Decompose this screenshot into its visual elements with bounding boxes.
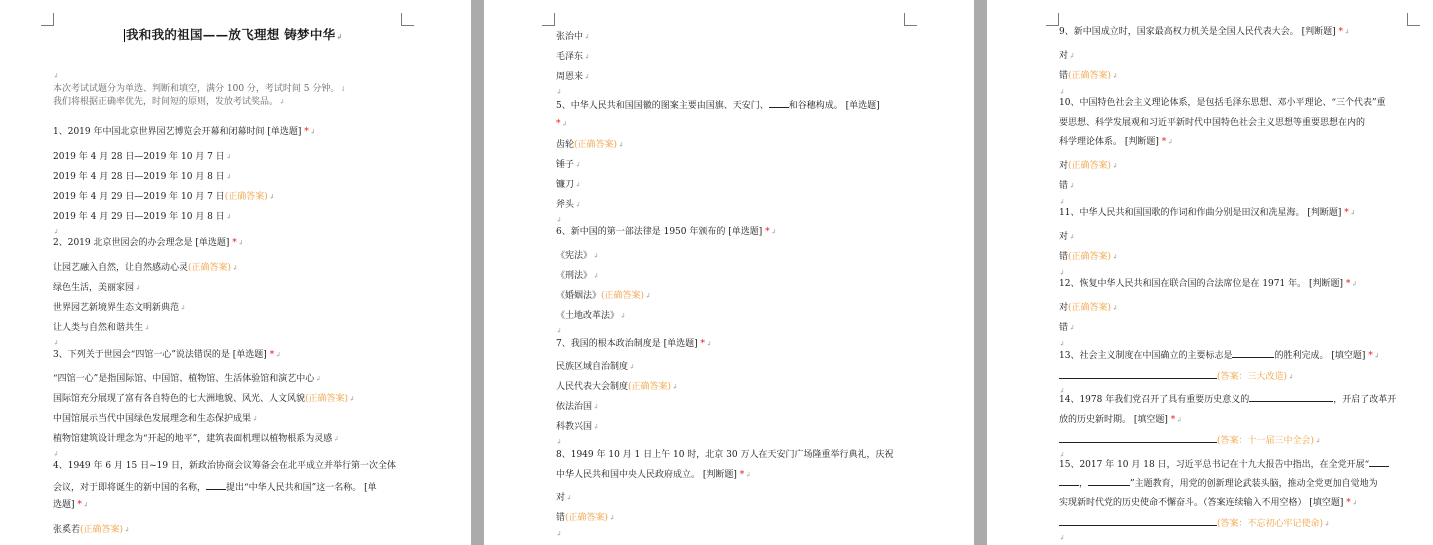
question-8-line-2: 中华人民共和国中央人民政府成立。 [判断题] *↲ <box>556 470 752 480</box>
paragraph-mark: ↲ <box>1059 387 1065 395</box>
question-7-option-b[interactable]: 人民代表大会制度(正确答案)↲ <box>556 382 678 392</box>
fill-blank <box>1249 393 1333 402</box>
question-2-option-d[interactable]: 让人类与自然和谐共生↲ <box>53 323 150 333</box>
paragraph-mark: ↲ <box>53 450 59 458</box>
question-5-option-d[interactable]: 斧头↲ <box>556 200 581 210</box>
paragraph-mark: ↲ <box>1059 269 1065 277</box>
question-2: 2、2019 北京世园会的办会理念是 [单选题] *↲ <box>53 238 244 248</box>
question-6-option-a[interactable]: 《宪法》↲ <box>556 251 599 261</box>
question-1-option-c[interactable]: 2019 年 4 月 29 日—2019 年 10 月 7 日(正确答案)↲ <box>53 192 275 202</box>
question-7-option-c[interactable]: 依法治国↲ <box>556 402 599 412</box>
paragraph-mark: ↲ <box>53 228 59 236</box>
question-5-option-a[interactable]: 齿轮(正确答案)↲ <box>556 140 624 150</box>
question-11: 11、中华人民共和国国歌的作词和作曲分别是田汉和冼星海。 [判断题] *↲ <box>1059 208 1356 218</box>
page-corner-mark <box>1407 13 1420 26</box>
fill-blank <box>206 481 226 490</box>
question-13-answer-field[interactable]: (答案：三大改造)↲ <box>1059 370 1294 383</box>
question-8-option-b[interactable]: 错(正确答案)↲ <box>556 513 615 523</box>
question-1: 1、2019 年中国北京世界园艺博览会开幕和闭幕时间 [单选题] *↲ <box>53 127 316 137</box>
intro-line-1: 本次考试试题分为单选、判断和填空，满分 100 分，考试时间 5 分钟。↓ <box>53 84 347 94</box>
question-14-line-1: 14、1978 年我们党召开了具有重要历史意义的 ，开启了改革开 <box>1059 395 1397 405</box>
document-page-1 <box>0 0 471 545</box>
paragraph-mark: ↲ <box>1059 451 1065 459</box>
question-10-line-1: 10、中国特色社会主义理论体系，是包括毛泽东思想、邓小平理论、“三个代表”重 <box>1059 98 1386 108</box>
page-corner-mark <box>401 13 414 26</box>
question-10-line-2: 要思想、科学发展观和习近平新时代中国特色社会主义思想等重要思想在内的 <box>1059 118 1366 128</box>
question-4-option-d[interactable]: 周恩来↲ <box>556 72 590 82</box>
paragraph-mark: ↲ <box>1059 534 1065 542</box>
paragraph-mark: ↲ <box>1059 198 1065 206</box>
paragraph-mark: ↲ <box>556 327 562 335</box>
question-8-option-a[interactable]: 对↲ <box>556 493 572 503</box>
question-3-option-d[interactable]: 植物馆建筑设计理念为“开起的地平”，建筑表面机理以植物根系为灵感↲ <box>53 434 340 444</box>
question-6-option-b[interactable]: 《刑法》↲ <box>556 271 599 281</box>
question-10-option-b[interactable]: 错↲ <box>1059 181 1075 191</box>
paragraph-mark: ↲ <box>556 88 562 96</box>
paragraph-mark: ↲ <box>556 438 562 446</box>
page-corner-mark <box>904 13 917 26</box>
question-9: 9、新中国成立时，国家最高权力机关是全国人民代表大会。 [判断题] *↲ <box>1059 27 1350 37</box>
question-4-line-2: 会议，对于即将诞生的新中国的名称， 提出“中华人民共和国”这一名称。 [单 <box>53 483 377 493</box>
paragraph-mark: ↲ <box>1059 340 1065 348</box>
question-14-answer-field[interactable]: (答案：十一届三中全会)↲ <box>1059 434 1321 447</box>
question-5-line-2: *↲ <box>556 119 568 129</box>
paragraph-mark: ↲ <box>556 530 562 538</box>
paragraph-mark: ↲ <box>1059 88 1065 96</box>
question-4-option-a[interactable]: 张奚若(正确答案)↲ <box>53 525 130 535</box>
question-4-line-1: 4、1949 年 6 月 15 日~19 日，新政治协商会议筹备会在北平成立并举行第一次全体 <box>53 461 396 471</box>
paragraph-mark: ↲ <box>53 339 59 347</box>
question-6: 6、新中国的第一部法律是 1950 年颁布的 [单选题] *↲ <box>556 227 777 237</box>
question-9-option-b[interactable]: 错(正确答案)↲ <box>1059 71 1118 81</box>
paragraph-mark: ↲ <box>53 72 59 80</box>
question-12-option-a[interactable]: 对(正确答案)↲ <box>1059 303 1118 313</box>
question-1-option-d[interactable]: 2019 年 4 月 29 日—2019 年 10 月 8 日↲ <box>53 212 232 222</box>
question-1-option-a[interactable]: 2019 年 4 月 28 日—2019 年 10 月 7 日↲ <box>53 152 232 162</box>
fill-blank <box>1369 458 1389 467</box>
question-15-line-2: ， ”主题教育，用党的创新理论武装头脑，推动全党更加自觉地为 <box>1059 477 1378 490</box>
question-15-line-3: 实现新时代党的历史使命不懈奋斗。（答案连续输入不用空格） [填空题] *↲ <box>1059 498 1358 508</box>
question-6-option-c[interactable]: 《婚姻法》(正确答案)↲ <box>556 291 651 301</box>
fill-blank <box>769 99 789 108</box>
question-2-option-b[interactable]: 绿色生活，美丽家园↲ <box>53 283 141 293</box>
question-12-option-b[interactable]: 错↲ <box>1059 323 1075 333</box>
fill-blank <box>1088 477 1130 486</box>
question-4-option-b[interactable]: 张治中↲ <box>556 32 590 42</box>
fill-blank <box>1232 349 1274 358</box>
paragraph-mark: ↲ <box>556 216 562 224</box>
question-4-option-c[interactable]: 毛泽东↲ <box>556 52 590 62</box>
question-3-option-b[interactable]: 国际馆充分展现了富有各自特色的七大洲地貌、风光、人文风貌(正确答案)↲ <box>53 394 355 404</box>
question-2-option-a[interactable]: 让园艺融入自然，让自然感动心灵(正确答案)↲ <box>53 263 238 273</box>
intro-line-2: 我们将根据正确率优先，时间短的原则，发放考试奖品。↲ <box>53 97 285 107</box>
page-corner-mark <box>1046 13 1059 26</box>
document-page-2 <box>484 0 974 545</box>
question-11-option-a[interactable]: 对↲ <box>1059 232 1075 242</box>
question-10-line-3: 科学理论体系。 [判断题] *↲ <box>1059 137 1174 147</box>
question-7: 7、我国的根本政治制度是 [单选题] *↲ <box>556 339 712 349</box>
question-6-option-d[interactable]: 《土地改革法》↲ <box>556 311 626 321</box>
question-12: 12、恢复中华人民共和国在联合国的合法席位是在 1971 年。 [判断题] *↲ <box>1059 279 1358 289</box>
question-7-option-a[interactable]: 民族区域自治制度↲ <box>556 362 635 372</box>
question-15-answer-field[interactable]: (答案：不忘初心牢记使命)↲ <box>1059 517 1330 530</box>
text-cursor <box>124 29 125 42</box>
page-corner-mark <box>542 13 555 26</box>
question-11-option-b[interactable]: 错(正确答案)↲ <box>1059 252 1118 262</box>
question-13: 13、社会主义制度在中国确立的主要标志是 的胜利完成。 [填空题] *↲ <box>1059 351 1380 361</box>
question-9-option-a[interactable]: 对↲ <box>1059 51 1075 61</box>
question-5-line-1: 5、中华人民共和国国徽的图案主要由国旗、天安门、 和谷穗构成。 [单选题] <box>556 101 880 111</box>
question-10-option-a[interactable]: 对(正确答案)↲ <box>1059 161 1118 171</box>
fill-blank <box>1059 477 1079 486</box>
question-14-line-2: 放的历史新时期。 [填空题] *↲ <box>1059 415 1183 425</box>
question-7-option-d[interactable]: 科教兴国↲ <box>556 422 599 432</box>
question-4-line-3: 选题] *↲ <box>53 500 89 510</box>
page-corner-mark <box>41 13 54 26</box>
document-title[interactable]: 我和我的祖国——放飞理想 铸梦中华↲ <box>126 27 343 42</box>
question-3: 3、下列关于世园会“四馆一心”说法错误的是 [单选题] *↲ <box>53 350 282 360</box>
question-15-line-1: 15、2017 年 10 月 18 日，习近平总书记在十九大报告中指出，在全党开展“ <box>1059 458 1389 471</box>
document-page-3 <box>987 0 1433 545</box>
question-3-option-a[interactable]: “四馆一心”是指国际馆、中国馆、植物馆、生活体验馆和演艺中心↲ <box>53 374 322 384</box>
question-5-option-b[interactable]: 锤子↲ <box>556 160 581 170</box>
question-1-option-b[interactable]: 2019 年 4 月 28 日—2019 年 10 月 8 日↲ <box>53 172 232 182</box>
question-8-line-1: 8、1949 年 10 月 1 日上午 10 时，北京 30 万人在天安门广场隆重举行典礼，庆祝 <box>556 450 894 460</box>
question-3-option-c[interactable]: 中国馆展示当代中国绿色发展理念和生态保护成果↲ <box>53 414 258 424</box>
question-5-option-c[interactable]: 镰刀↲ <box>556 180 581 190</box>
question-2-option-c[interactable]: 世界园艺新境界生态文明新典范↲ <box>53 303 186 313</box>
